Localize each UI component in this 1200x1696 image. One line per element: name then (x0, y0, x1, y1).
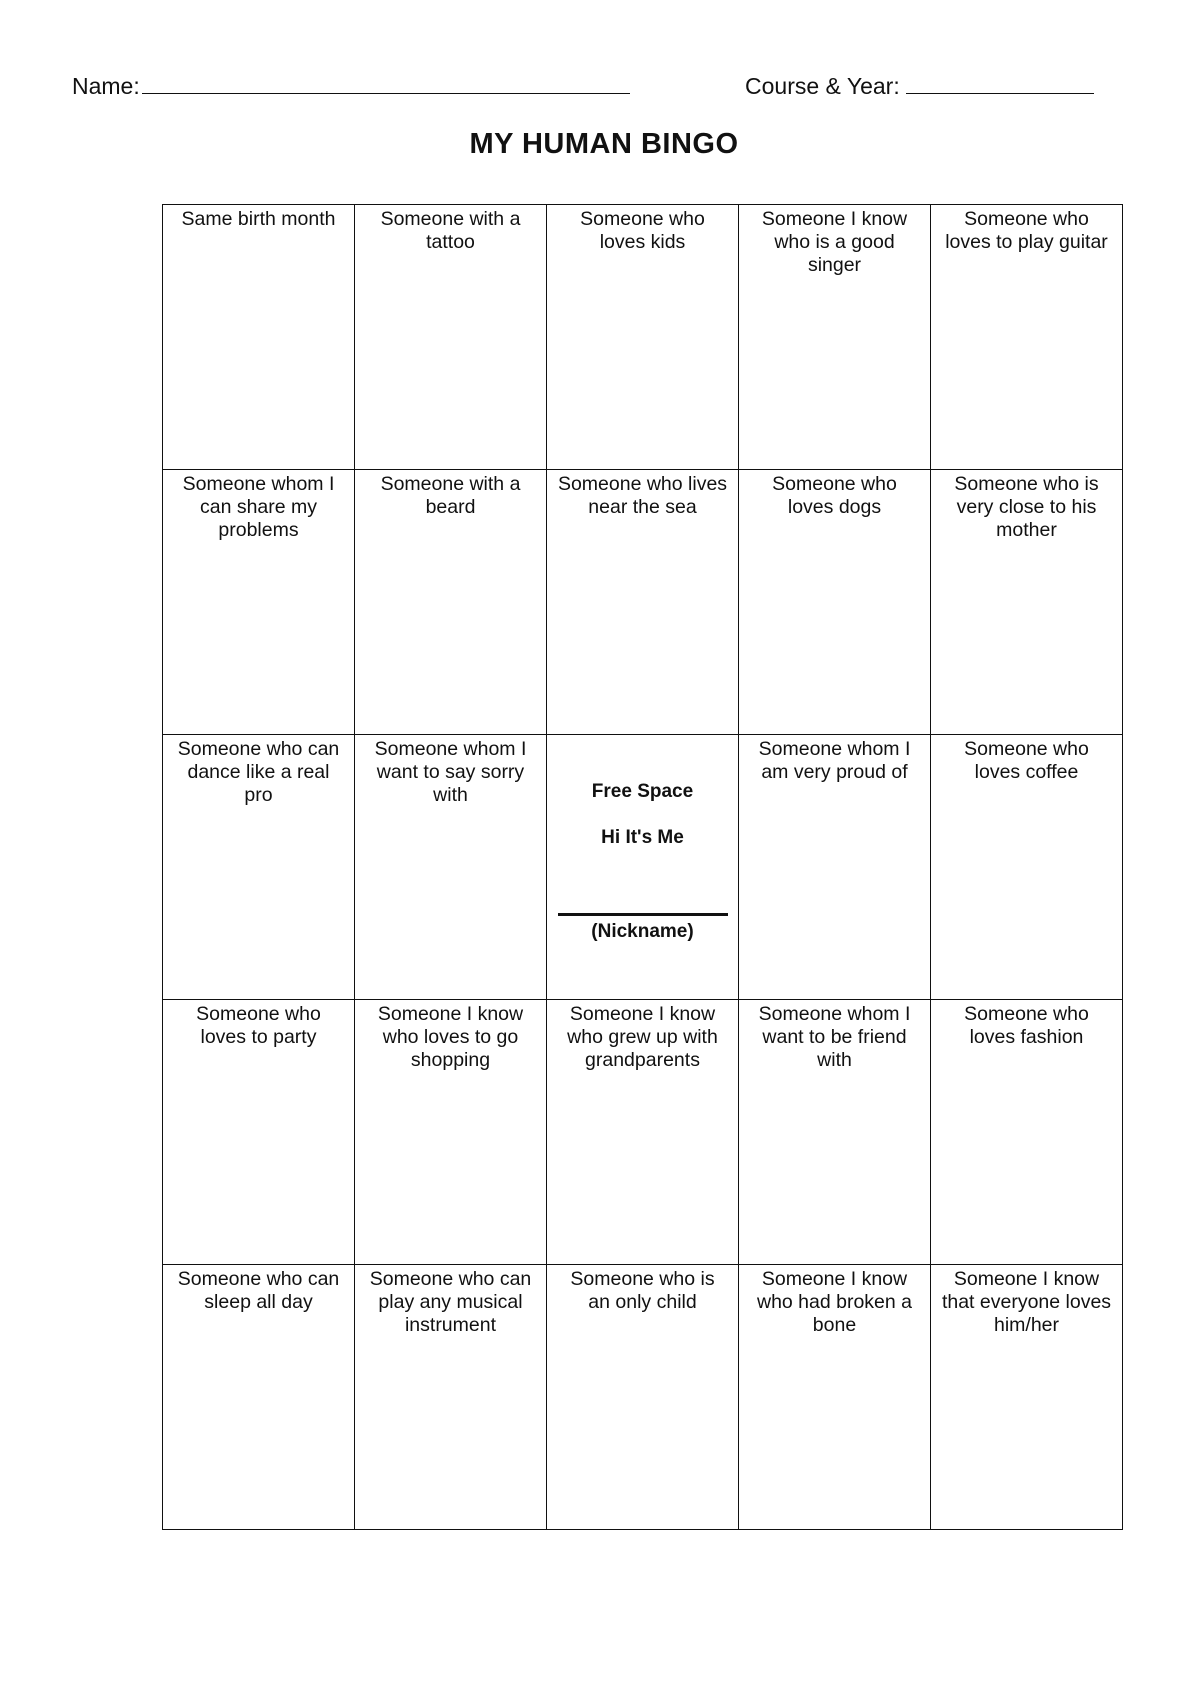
bingo-cell[interactable]: Someone who loves to party (163, 1000, 355, 1265)
bingo-row (163, 1000, 1123, 1265)
bingo-cell[interactable]: Someone who is an only child (547, 1265, 739, 1530)
bingo-row (163, 1265, 1123, 1530)
name-blank-line[interactable] (142, 73, 630, 94)
nickname-label: (Nickname) (591, 921, 694, 942)
bingo-cell[interactable]: Someone whom I am very proud of (739, 735, 931, 1000)
bingo-cell[interactable]: Someone who can play any musical instrument (355, 1265, 547, 1530)
course-year-label: Course & Year: (745, 73, 900, 99)
bingo-row (163, 470, 1123, 735)
bingo-cell[interactable]: Someone I know who loves to go shopping (355, 1000, 547, 1265)
bingo-cell[interactable]: Someone who loves to play guitar (931, 205, 1123, 470)
nickname-blank-line[interactable] (558, 913, 728, 916)
bingo-cell[interactable]: Someone who loves kids (547, 205, 739, 470)
bingo-cell[interactable]: Someone who can dance like a real pro (163, 735, 355, 1000)
bingo-grid (162, 204, 1123, 1530)
bingo-cell[interactable]: Same birth month (163, 205, 355, 470)
course-year-field (745, 72, 1094, 100)
course-year-blank-line[interactable] (906, 73, 1094, 94)
bingo-cell[interactable]: Someone whom I want to be friend with (739, 1000, 931, 1265)
bingo-cell[interactable]: Someone who is very close to his mother (931, 470, 1123, 735)
name-field (72, 72, 630, 100)
bingo-cell[interactable]: Someone with a tattoo (355, 205, 547, 470)
bingo-cell[interactable]: Someone whom I want to say sorry with (355, 735, 547, 1000)
free-space-title: Free Space (591, 781, 694, 802)
bingo-cell[interactable]: Someone I know that everyone loves him/her (931, 1265, 1123, 1530)
bingo-row (163, 735, 1123, 1000)
bingo-cell[interactable]: Someone who loves dogs (739, 470, 931, 735)
bingo-cell[interactable]: Someone who loves coffee (931, 735, 1123, 1000)
page-title: MY HUMAN BINGO (469, 128, 739, 160)
bingo-cell[interactable]: Someone who loves fashion (931, 1000, 1123, 1265)
name-label: Name: (72, 73, 140, 99)
bingo-cell[interactable]: Someone I know who had broken a bone (739, 1265, 931, 1530)
bingo-cell[interactable]: Someone who can sleep all day (163, 1265, 355, 1530)
bingo-row (163, 205, 1123, 470)
bingo-cell[interactable]: Someone whom I can share my problems (163, 470, 355, 735)
bingo-cell[interactable]: Someone who lives near the sea (547, 470, 739, 735)
free-space-cell[interactable] (547, 735, 739, 1000)
bingo-cell[interactable]: Someone I know who is a good singer (739, 205, 931, 470)
bingo-cell[interactable]: Someone I know who grew up with grandparents (547, 1000, 739, 1265)
free-space-greeting: Hi It's Me (601, 827, 684, 848)
bingo-cell[interactable]: Someone with a beard (355, 470, 547, 735)
